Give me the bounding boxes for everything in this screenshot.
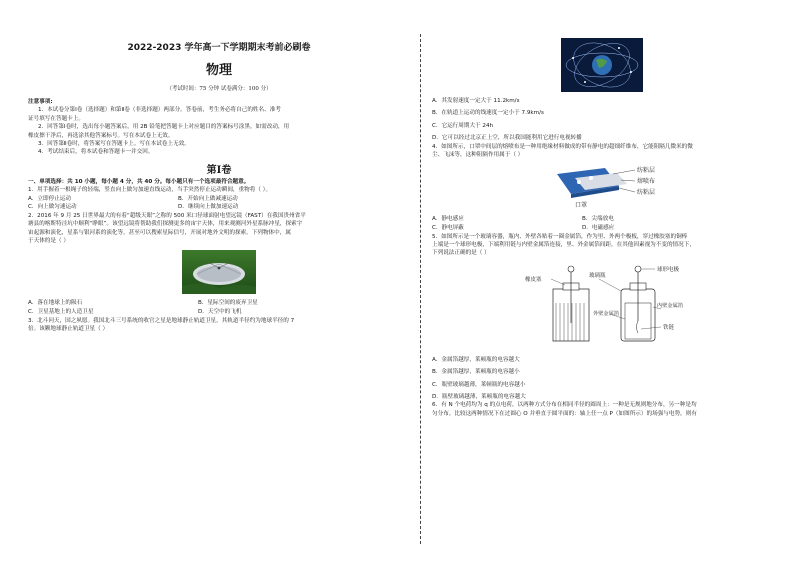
q5-option-c: C．瓶壁玻璃越薄，莱顿瓶的电容越小 [432, 381, 526, 388]
q4-option-d: D．电磁感应 [582, 225, 615, 232]
q6-stem-line: 6．有 N 个电荷均为 q 的点电荷，以两种方式分布在相同半径的圆周上：一种是无规则地分布，另一种是均 [432, 402, 697, 409]
note-line: 1．本试卷分第Ⅰ卷（选择题）和第Ⅱ卷（非选择题）两部分。答卷前，考生务必将自己的姓名、准考 [38, 107, 281, 114]
q3-option-b: B．在轨道上运动的线速度一定小于 7.9km/s [432, 110, 544, 117]
q4-stem-line: 尘、飞沫等，这种阻隔作用属于（ ） [432, 152, 524, 159]
section-title: 第Ⅰ卷 [206, 164, 232, 176]
q3-stem-line: 3．北斗问天，国之夙愿。我国北斗三号系统的收官之星是地球静止轨道卫星，其轨道半径约为地球半径的 7 [28, 317, 295, 324]
satellite-orbit-image [561, 38, 643, 92]
q2-options-row2 [28, 308, 410, 317]
q5-option-d: D．瓶壁玻璃越薄，莱顿瓶的电容越大 [432, 394, 526, 401]
q2-stem-line: 2．2016 年 9 月 25 日世界最大的有着“超级天眼”之称的 500 米口径球面射电望远镜（FAST）在我国贵州省平 [28, 212, 306, 219]
q1-options-row2 [28, 203, 410, 212]
exam-title: 2022-2023 学年高一下学期期末考前必刷卷 [127, 43, 311, 53]
q5-stem-line: 上端是一个球形电极，下端利用链与内壁金属箔连接，里、外金属箔间距，在其他因素视为不变的情况下， [432, 242, 695, 249]
label-ball-electrode: 球形电极 [657, 266, 680, 273]
mask-label-mask: 口罩 [575, 202, 588, 210]
q2-option-b: B．星际空间的废弃卫星 [198, 300, 258, 307]
q2-option-c: C．卫星基地上的人造卫星 [28, 309, 94, 316]
q2-stem-line: 于天体的是（ ） [28, 238, 69, 245]
notes-heading: 注意事项: [28, 99, 53, 105]
label-rubber-stopper: 橡皮塞 [525, 276, 542, 283]
q4-options-row2 [432, 224, 772, 233]
column-divider [420, 34, 421, 544]
q4-options [432, 215, 772, 224]
left-column [28, 30, 410, 333]
q2-option-a: A．落在地球上的陨石 [28, 300, 83, 307]
q1-option-a: A．立即停止运动 [28, 195, 71, 202]
q2-stem-line: 塘县的喀斯特洼坑中顺利“睁眼”。该望远镜将帮助我们探测更多的宙宇天体，用来观测河外星系脉冲星，探索宇 [28, 221, 303, 228]
label-glass-bottle: 玻璃瓶 [589, 272, 606, 279]
q5-option-a: A．金属箔越厚，莱顿瓶的电容越大 [432, 356, 520, 363]
q1-options [28, 195, 410, 204]
label-inner-foil: 内壁金属箔 [657, 302, 683, 309]
note-line: 3．回答第Ⅱ卷时，将答案写在答题卡上。写在本试卷上无效。 [38, 141, 190, 148]
q4-stem-line: 4．如图所示，口罩中间层的熔喷布是一种用绝缘材料做成的带有静电的超细纤维布，它能阻隔几微米的微 [432, 143, 693, 150]
q2-options [28, 299, 410, 308]
mask-layers-diagram [527, 164, 677, 210]
q1-option-d: D．继续向上做加速运动 [178, 204, 239, 211]
q1-stem: 1．用手握着一根绳子的轻端，竖直向上做匀加速直线运动，当手突然停止运动瞬间，重物将（ ）。 [28, 187, 272, 194]
section-instruction: 一、单项选择：共 10 小题，每小题 4 分，共 40 分。每小题只有一个选项最符合题意。 [28, 178, 250, 185]
note-line: 2．回答第Ⅰ卷时，选出每小题答案后，用 2B 铅笔把答题卡上对应题目的答案标号涂黑。如需改动，用 [38, 124, 290, 131]
q1-option-b: B．开始向上做减速运动 [178, 195, 238, 202]
note-line: 橡皮擦干净后，再选涂其他答案标号。写在本试卷上无效。 [28, 132, 174, 139]
q4-option-b: B．尖端放电 [582, 216, 614, 223]
q1-option-c: C．向上做匀速运动 [28, 204, 77, 211]
q4-option-a: A．静电感应 [432, 216, 464, 223]
q5-stem-line: 5．如图所示是一个玻璃容器，瓶内、外壁各贴着一圈金属箔，作为里、外两个极板，穿过橡胶塞的铜棒 [432, 233, 688, 240]
q3-option-d: D．它可以经过北京正上空，所以我国能利用它进行电视转播 [432, 135, 582, 142]
q4-option-c: C．静电屏蔽 [432, 225, 464, 232]
note-line: 证号填写在答题卡上。 [28, 115, 84, 122]
note-line: 4．考试结束后，将本试卷和答题卡一并交回。 [38, 149, 154, 156]
q5-stem-line: 下列说法正确的是（ ） [432, 250, 490, 257]
q6-stem-line: 匀分布。比较这两种情况下在过圆心 O 并垂直于圆平面的：轴上任一点 P（如图所示）的场强与电势，则有 [432, 410, 697, 417]
label-chain: 铁链 [663, 324, 675, 331]
q3-option-c: C．它运行周期大于 24h [432, 122, 494, 129]
q2-option-d: D．天空中的飞机 [198, 309, 242, 316]
exam-info: （考试时间：75 分钟 试卷满分：100 分） [166, 86, 272, 92]
q2-stem-line: 宙起源和演化，星系与银河系的演化等，甚至可以搜索星际信号，开展对地外文明的探索。下列物体中，属 [28, 229, 291, 236]
label-outer-foil: 外壁金属箔 [593, 310, 619, 317]
right-column [432, 30, 772, 418]
leyden-jar-diagram [517, 263, 687, 351]
mask-label-inner-layer: 纺粘层 [637, 189, 656, 197]
fast-telescope-photo [182, 250, 256, 294]
subject-title: 物理 [205, 63, 232, 78]
q3-stem-line: 倍。该颗地球静止轨道卫星（ ） [28, 326, 109, 333]
mask-label-outer-layer: 纺粘层 [637, 167, 656, 175]
q3-option-a: A．其发射速度一定大于 11.2km/s [432, 98, 520, 104]
mask-label-meltblown: 熔喷布 [637, 178, 656, 186]
q5-option-b: B．金属箔越厚，莱顿瓶的电容越小 [432, 369, 520, 376]
